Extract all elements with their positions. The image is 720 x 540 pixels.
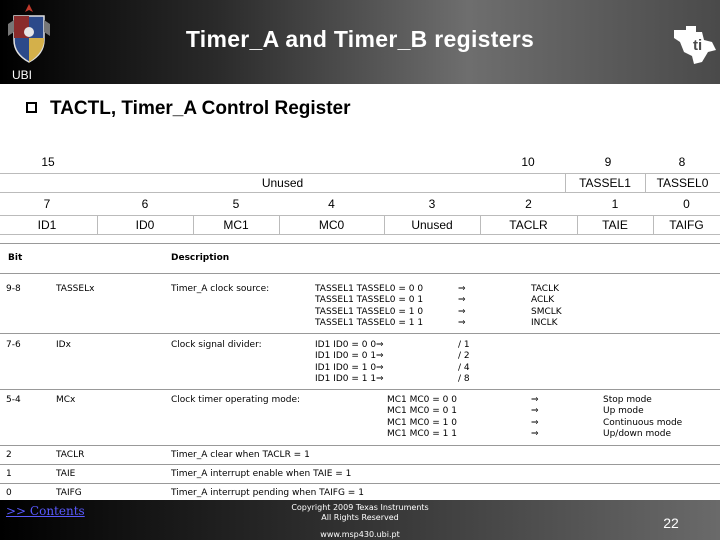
copyright-notice: Copyright 2009 Texas Instruments All Rights Reserved [291, 503, 429, 522]
row-codes: ID1 ID0 = 0 0⇒ ID1 ID0 = 0 1⇒ ID1 ID0 = 1 0⇒ ID1 ID0 = 1 1⇒ [315, 340, 384, 384]
column-header-bit: Bit [8, 253, 23, 263]
row-description: Timer_A clear when TACLR = 1 [171, 450, 310, 460]
field-id1: ID1 [37, 218, 57, 232]
row-bit: 9-8 [6, 284, 21, 294]
contents-link[interactable]: >> Contents [6, 504, 85, 518]
field-taifg: TAIFG [669, 218, 704, 232]
row-results: TACLK ACLK SMCLK INCLK [531, 284, 562, 328]
website-url: www.msp430.ubi.pt [320, 530, 400, 539]
bit-number-15: 15 [41, 155, 55, 169]
row-bit: 1 [6, 469, 12, 479]
column-header-description: Description [171, 253, 230, 263]
row-bit: 0 [6, 488, 12, 498]
row-description: Timer_A clock source: [171, 284, 270, 294]
row-bit: 2 [6, 450, 12, 460]
row-description: Timer_A interrupt enable when TAIE = 1 [171, 469, 352, 479]
bit-number-4: 4 [328, 197, 335, 211]
texas-instruments-logo-icon [672, 22, 718, 66]
row-field-name: TAIFG [56, 488, 82, 498]
slide-title: Timer_A and Timer_B registers [185, 26, 535, 52]
bit-number-5: 5 [232, 197, 240, 211]
bit-number-6: 6 [141, 197, 149, 211]
row-description: Clock signal divider: [171, 340, 262, 350]
bit-number-10: 10 [521, 155, 535, 169]
row-field-name: TASSELx [56, 284, 95, 294]
page-number: 22 [663, 515, 679, 531]
bit-number-9: 9 [604, 155, 612, 169]
field-unused-lower: Unused [411, 218, 453, 232]
row-rule [0, 333, 720, 334]
table-top-rule [0, 243, 720, 244]
table-header-rule [0, 273, 720, 274]
field-taclr: TACLR [509, 218, 548, 232]
row-rule [0, 464, 720, 465]
row-description: Clock timer operating mode: [171, 395, 301, 405]
bit-number-7: 7 [43, 197, 51, 211]
row-results: Stop mode Up mode Continuous mode Up/down mode [603, 395, 683, 439]
row-description: Timer_A interrupt pending when TAIFG = 1 [171, 488, 364, 498]
svg-text:ti: ti [693, 37, 703, 54]
row-field-name: TAIE [56, 469, 76, 479]
row-codes: TASSEL1 TASSEL0 = 0 0 TASSEL1 TASSEL0 = 0 1 TASSEL1 TASSEL0 = 1 0 TASSEL1 TASSEL0 = 1 1 [315, 284, 424, 328]
field-mc1: MC1 [223, 218, 249, 232]
org-label: UBI [12, 68, 33, 82]
row-field-name: IDx [56, 340, 71, 350]
bit-number-0: 0 [683, 197, 690, 211]
row-results: / 1 / 2 / 4 / 8 [458, 340, 470, 384]
bit-number-2: 2 [525, 197, 532, 211]
row-bit: 5-4 [6, 395, 21, 405]
row-rule [0, 483, 720, 484]
row-rule [0, 389, 720, 390]
row-field-name: TACLR [56, 450, 85, 460]
field-mc0: MC0 [318, 218, 345, 232]
row-field-name: MCx [56, 395, 76, 405]
field-taie: TAIE [602, 218, 628, 232]
bullet-box-icon [26, 102, 37, 113]
row-arrows: ⇒ ⇒ ⇒ ⇒ [458, 284, 466, 328]
bit-number-3: 3 [428, 197, 436, 211]
row-codes: MC1 MC0 = 0 0 MC1 MC0 = 0 1 MC1 MC0 = 1 0 MC1 MC0 = 1 1 [387, 395, 457, 439]
bit-number-1: 1 [611, 197, 619, 211]
row-rule [0, 445, 720, 446]
row-bit: 7-6 [6, 340, 21, 350]
bit-number-8: 8 [678, 155, 686, 169]
section-heading: TACTL, Timer_A Control Register [50, 98, 351, 119]
field-tassel0: TASSEL0 [656, 176, 709, 190]
field-tassel1: TASSEL1 [579, 176, 631, 190]
field-unused-upper: Unused [261, 176, 304, 190]
field-id0: ID0 [135, 218, 155, 232]
row-arrows: ⇒ ⇒ ⇒ ⇒ [531, 395, 539, 439]
